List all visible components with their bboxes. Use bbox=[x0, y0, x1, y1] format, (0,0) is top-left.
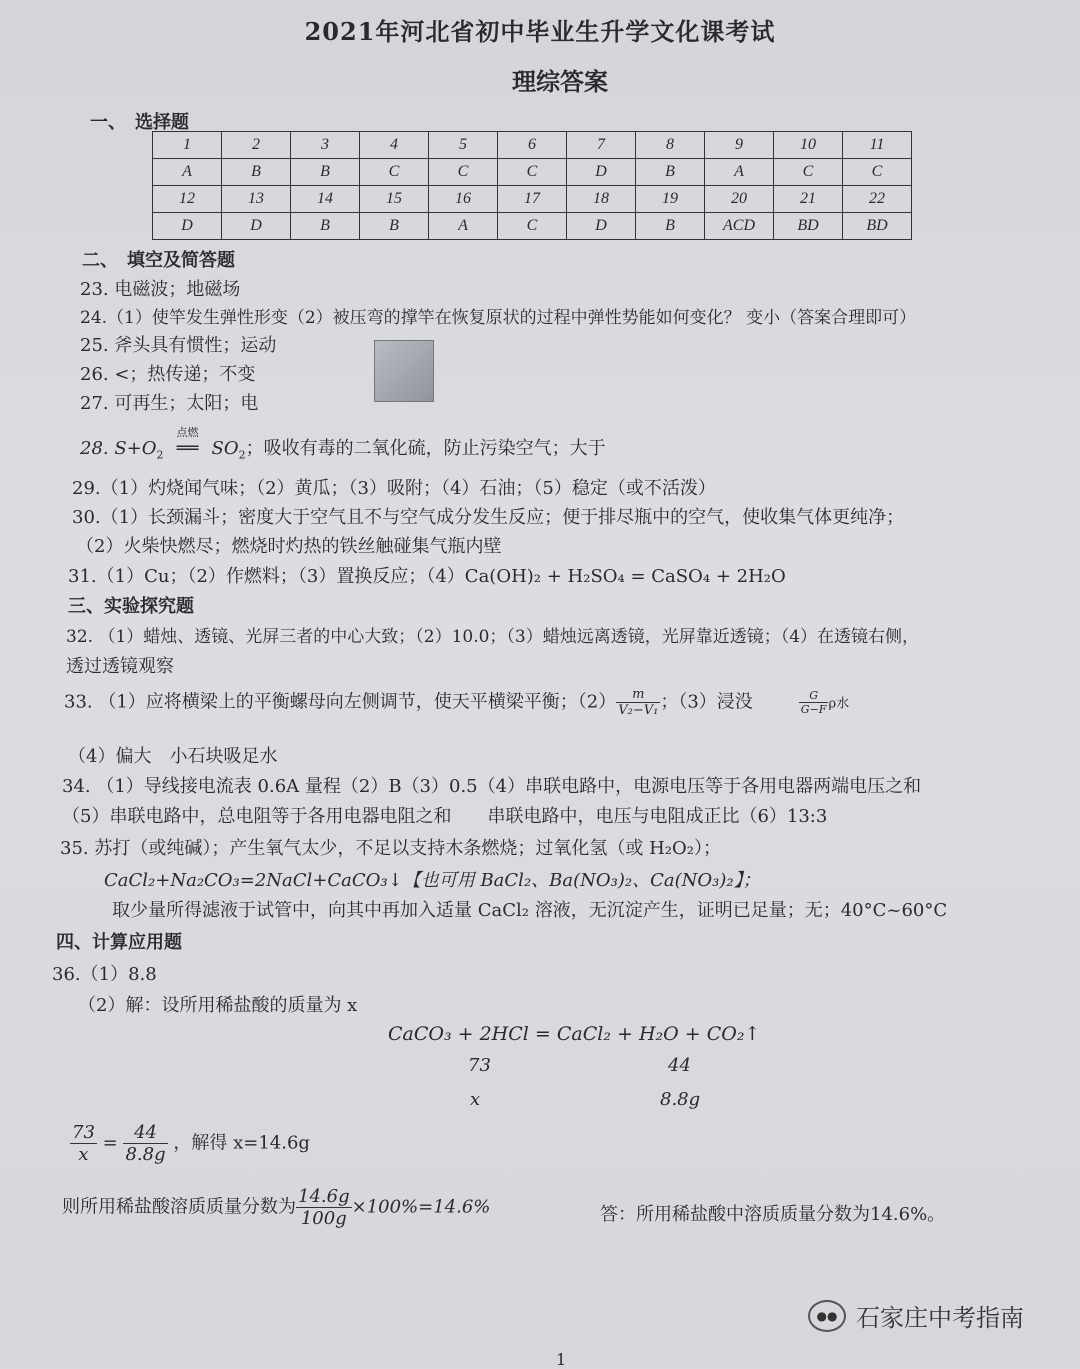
watermark-text: 石家庄中考指南 bbox=[856, 1304, 1024, 1332]
table-cell: 4 bbox=[360, 132, 429, 159]
eq28-condition: 点燃 bbox=[176, 426, 199, 439]
proportion-line bbox=[70, 1122, 310, 1165]
proportion-equals: = bbox=[102, 1132, 118, 1154]
table-cell: 11 bbox=[843, 132, 912, 159]
table-cell: C bbox=[498, 159, 567, 186]
table-row bbox=[153, 132, 912, 159]
table-cell: 17 bbox=[498, 186, 567, 213]
table-cell: 16 bbox=[429, 186, 498, 213]
table-cell: 8 bbox=[636, 132, 705, 159]
table-row bbox=[153, 186, 912, 213]
result-label: 则所用稀盐酸溶质质量分数为 bbox=[62, 1196, 296, 1218]
answer-26: 26. <；热传递；不变 bbox=[80, 364, 256, 385]
buoyancy-formula-denominator: G−F bbox=[800, 703, 827, 716]
table-row bbox=[153, 213, 912, 240]
table-cell: 22 bbox=[843, 186, 912, 213]
exam-title: 2021年河北省初中毕业生升学文化课考试 bbox=[304, 17, 776, 46]
density-formula-numerator: m bbox=[616, 687, 660, 703]
answer-30-part2: （2）火柴快燃尽；燃烧时灼热的铁丝触碰集气瓶内壁 bbox=[76, 536, 502, 557]
table-cell: 2 bbox=[222, 132, 291, 159]
table-cell: BD bbox=[843, 213, 912, 240]
eq28-text: ；吸收有毒的二氧化硫，防止污染空气；大于 bbox=[245, 438, 606, 459]
answer-36-setup: （2）解：设所用稀盐酸的质量为 x bbox=[78, 995, 358, 1016]
table-cell: 5 bbox=[429, 132, 498, 159]
result-percent: ×100%=14.6% bbox=[351, 1196, 491, 1218]
answer-34-part2: （5）串联电路中，总电阻等于各用电器电阻之和 串联电路中，电压与电阻成正比（6）13:3 bbox=[62, 806, 828, 827]
answer-24: 24.（1）使竿发生弹性形变（2）被压弯的撑竿在恢复原状的过程中弹性势能如何变化？ 变小（答案合理即可） bbox=[80, 308, 917, 328]
table-cell: 20 bbox=[705, 186, 774, 213]
buoyancy-formula-numerator: G bbox=[799, 689, 829, 703]
molar-mass-co2: 44 bbox=[668, 1055, 691, 1076]
table-cell: 7 bbox=[567, 132, 636, 159]
table-cell: A bbox=[153, 159, 222, 186]
table-cell: C bbox=[360, 159, 429, 186]
table-cell: C bbox=[498, 213, 567, 240]
answer-29: 29.（1）灼烧闻气味；（2）黄瓜；（3）吸附；（4）石油；（5）稳定（或不活泼） bbox=[72, 478, 716, 499]
table-cell: C bbox=[774, 159, 843, 186]
table-cell: B bbox=[636, 159, 705, 186]
table-cell: 15 bbox=[360, 186, 429, 213]
table-cell: C bbox=[429, 159, 498, 186]
table-cell: D bbox=[153, 213, 222, 240]
answer-31: 31.（1）Cu；（2）作燃料；（3）置换反应；（4）Ca(OH)₂ + H₂SO₄ = CaSO₄ + 2H₂O bbox=[68, 566, 786, 587]
answer-28: 28. $S+O_2$ 点燃 ══ $SO_2$；吸收有毒的二氧化硫，防止污染空气；大于 bbox=[80, 426, 606, 462]
answer-33-part4: （4）偏大 小石块吸足水 bbox=[68, 746, 278, 767]
eq28-product: SO bbox=[211, 438, 239, 459]
reaction-equation: CaCO₃ + 2HCl = CaCl₂ + H₂O + CO₂↑ bbox=[388, 1023, 761, 1045]
answer-32-part1: 32. （1）蜡烛、透镜、光屏三者的中心大致；（2）10.0；（3）蜡烛远离透镜，光屏靠近透镜；（4）在透镜右侧， bbox=[66, 627, 920, 647]
answer-25: 25. 斧头具有惯性；运动 bbox=[80, 335, 277, 356]
answer-32-part2: 透过透镜观察 bbox=[66, 656, 174, 677]
table-cell: 1 bbox=[153, 132, 222, 159]
table-cell: D bbox=[567, 159, 636, 186]
section-choice-heading: 一、 选择题 bbox=[90, 112, 189, 133]
molar-mass-caco3: 73 bbox=[468, 1055, 491, 1076]
answer-35-part1: 35. 苏打（或纯碱）；产生氧气太少，不足以支持木条燃烧；过氧化氢（或 H₂O₂）； bbox=[60, 838, 721, 859]
proportion-right-denominator: 8.8g bbox=[125, 1144, 166, 1165]
table-cell: B bbox=[291, 159, 360, 186]
exam-subtitle: 理综答案 bbox=[512, 67, 608, 96]
water-density-symbol: ρ水 bbox=[828, 696, 850, 712]
table-cell: 14 bbox=[291, 186, 360, 213]
table-cell: 19 bbox=[636, 186, 705, 213]
proportion-right-numerator: 44 bbox=[123, 1122, 167, 1144]
page-number: 1 bbox=[556, 1350, 567, 1369]
unknown-mass: x bbox=[470, 1089, 481, 1110]
answer-35-equation: CaCl₂+Na₂CO₃=2NaCl+CaCO₃↓【也可用 BaCl₂、Ba(NO₃)₂、Ca(NO₃)₂】； bbox=[104, 870, 761, 891]
table-cell: 3 bbox=[291, 132, 360, 159]
table-cell: D bbox=[567, 213, 636, 240]
co2-mass: 8.8g bbox=[660, 1089, 701, 1110]
result-line bbox=[62, 1186, 490, 1229]
table-cell: A bbox=[429, 213, 498, 240]
answer-36-part1: 36.（1）8.8 bbox=[52, 964, 157, 985]
table-cell: 18 bbox=[567, 186, 636, 213]
answer-34-part1: 34. （1）导线接电流表 0.6A 量程（2）B（3）0.5（4）串联电路中，电源电压等于各用电器两端电压之和 bbox=[62, 776, 922, 797]
table-cell: BD bbox=[774, 213, 843, 240]
table-cell: 6 bbox=[498, 132, 567, 159]
choice-answer-table bbox=[152, 131, 912, 240]
result-denominator: 100g bbox=[300, 1208, 347, 1229]
wechat-icon: ●● bbox=[808, 1300, 846, 1332]
table-cell: 13 bbox=[222, 186, 291, 213]
answer-35-part3: 取少量所得滤液于试管中，向其中再加入适量 CaCl₂ 溶液，无沉淀产生，证明已足量；无；40°C~60°C bbox=[112, 900, 948, 921]
proportion-left-numerator: 73 bbox=[72, 1122, 95, 1143]
table-cell: ACD bbox=[705, 213, 774, 240]
watermark bbox=[808, 1298, 1024, 1333]
table-cell: 10 bbox=[774, 132, 843, 159]
section-calc-heading: 四、计算应用题 bbox=[56, 932, 182, 953]
eq28-reactants: 28. S+O bbox=[80, 438, 157, 459]
table-cell: D bbox=[222, 213, 291, 240]
table-cell: B bbox=[360, 213, 429, 240]
table-cell: 21 bbox=[774, 186, 843, 213]
answer-33 bbox=[64, 687, 849, 718]
result-numerator: 14.6g bbox=[298, 1186, 350, 1207]
answer-23: 23. 电磁波；地磁场 bbox=[80, 279, 241, 300]
table-cell: A bbox=[705, 159, 774, 186]
table-cell: B bbox=[222, 159, 291, 186]
answer-33-text1: 33. （1）应将横梁上的平衡螺母向左侧调节，使天平横梁平衡；（2） bbox=[64, 691, 617, 713]
answer-33-text2: ；（3）浸没 bbox=[660, 691, 753, 713]
proportion-left-denominator: x bbox=[78, 1144, 89, 1165]
table-row bbox=[153, 159, 912, 186]
table-cell: 12 bbox=[153, 186, 222, 213]
table-cell: B bbox=[291, 213, 360, 240]
table-cell: B bbox=[636, 213, 705, 240]
table-cell: 9 bbox=[705, 132, 774, 159]
section-fill-heading: 二、 填空及简答题 bbox=[82, 250, 235, 271]
final-answer: 答：所用稀盐酸中溶质质量分数为14.6%。 bbox=[600, 1204, 946, 1225]
proportion-solution: ，解得 x=14.6g bbox=[173, 1132, 310, 1154]
table-cell: C bbox=[843, 159, 912, 186]
section-experiment-heading: 三、实验探究题 bbox=[68, 596, 194, 617]
answer-30-part1: 30.（1）长颈漏斗；密度大于空气且不与空气成分发生反应；便于排尽瓶中的空气，使收集气体更纯净； bbox=[72, 507, 905, 528]
answer-27: 27. 可再生；太阳；电 bbox=[80, 393, 259, 414]
density-formula-denominator: V₂−V₁ bbox=[618, 703, 659, 718]
figure-thumbnail bbox=[374, 340, 434, 402]
